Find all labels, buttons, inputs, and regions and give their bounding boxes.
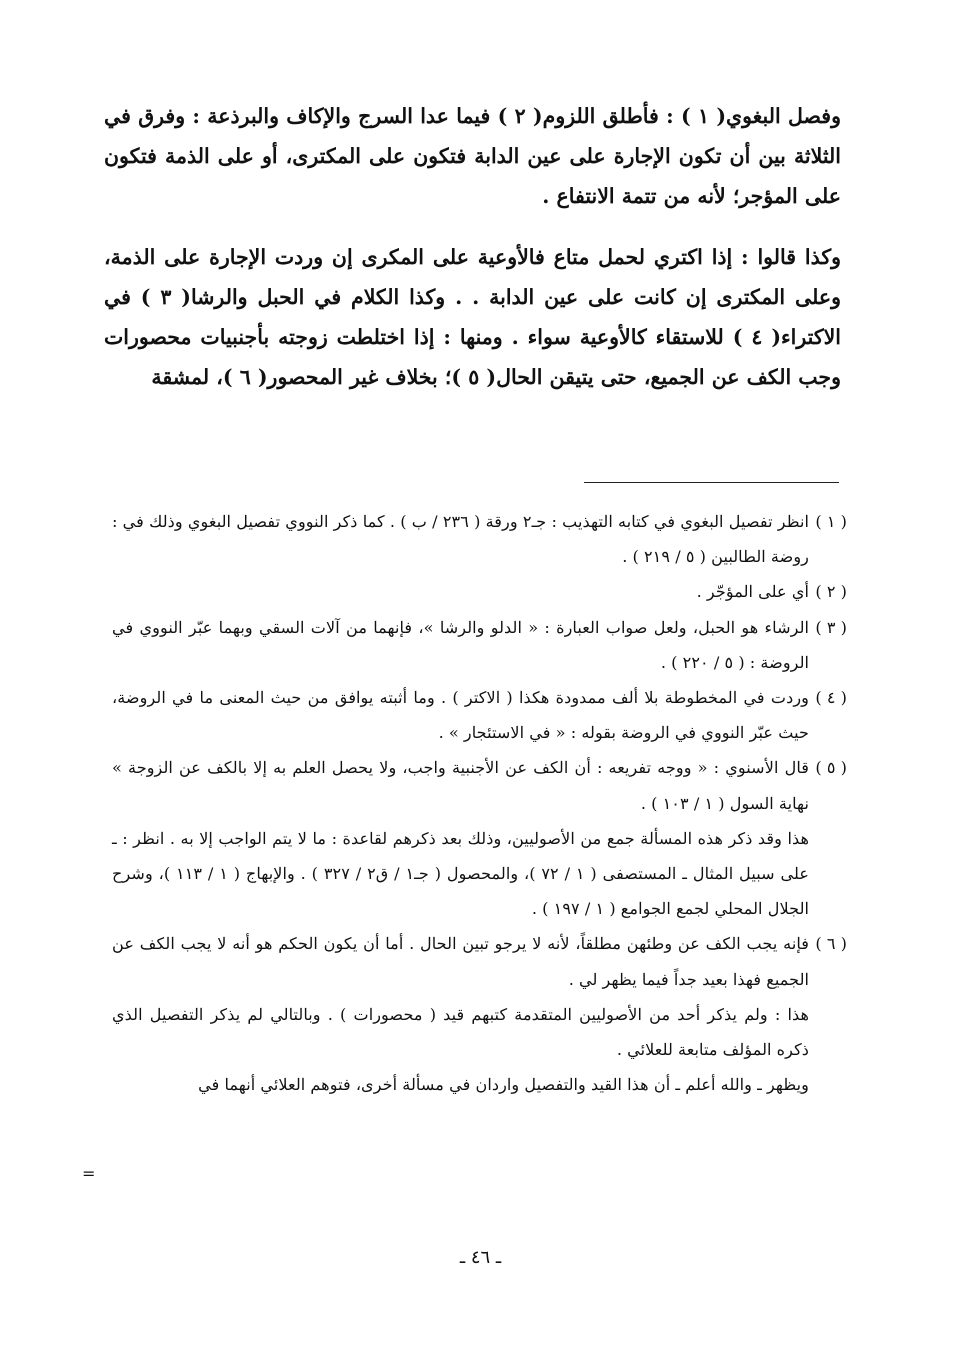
main-text (104, 96, 841, 397)
footnote-2 (112, 574, 847, 609)
footnote-5 (112, 750, 847, 926)
footnote-4 (112, 680, 847, 750)
footnote-number: ( ٣ ) (815, 617, 847, 637)
footnote-text: هذا : ولم يذكر أحد من الأصوليين المتقدمة كتبهم قيد ( محصورات ) . وبالتالي لم يذكر التفصيل الذي ذكره المؤلف متابعة للعلائي . (112, 1004, 809, 1060)
main-paragraph-1: وفصل البغوي( ١ ) : فأطلق اللزوم( ٢ ) فيما عدا السرج والإكاف والبرذعة : وفرق في الثلاثة بين أن تكون الإجارة على عين الدابة فتكون على المكترى، أو على الذمة فتكون على المؤجر؛ لأنه من تتمة الانتفاع . (104, 104, 841, 208)
footnote-text: فإنه يجب الكف عن وطئهن مطلقاً، لأنه لا يرجو تبين الحال . أما أن يكون الحكم هو أنه لا يجب الكف عن الجميع فهذا بعيد جداً فيما يظهر لي . (112, 934, 809, 989)
footnote-number: ( ٥ ) (815, 758, 847, 778)
footnote-text: الرشاء هو الحبل، ولعل صواب العبارة : « الدلو والرشا »، فإنهما من آلات السقي وبهما عبّر النووي في الروضة : ( ٥ / ٢٢٠ ) . (112, 617, 809, 672)
footnote-number: ( ٢ ) (815, 582, 847, 602)
footnote-number: ( ٤ ) (815, 688, 847, 708)
footnote-text: وردت في المخطوطة بلا ألف ممدودة هكذا ( الاكتر ) . وما أثبته يوافق من حيث المعنى ما في الروضة، حيث عبّر النووي في الروضة بقوله : « في الاستئجار » . (112, 688, 809, 743)
footnote-number: ( ٦ ) (815, 934, 847, 954)
footnote-text: هذا وقد ذكر هذه المسألة جمع من الأصوليين، وذلك بعد ذكرهم لقاعدة : ما لا يتم الواجب إلا به . انظر : ـ على سبيل المثال ـ المستصفى ( ١ / ٧٢ )، والمحصول ( جـ١ / ق٢ / ٣٢٧ ) . والإبهاج ( ١ / ١١٣ )، وشرح الجلال المحلي لجمع الجوامع ( ١ / ١٩٧ ) . (112, 828, 810, 919)
footnote-1 (112, 504, 847, 574)
main-paragraph-2: وكذا قالوا : إذا اكتري لحمل متاع فالأوعية على المكرى إن وردت الإجارة على الذمة، وعلى المكترى إن كانت على عين الدابة . . وكذا الكلام في الحبل والرشا( ٣ ) في الاكتراء( ٤ ) للاستقاء كالأوعية سواء . ومنها : إذا اختلطت زوجته بأجنبيات محصورات وجب الكف عن الجميع، حتى يتيقن الحال( ٥ )؛ بخلاف غير المحصور( ٦ )، لمشقة (104, 245, 841, 389)
footnote-3 (112, 610, 847, 680)
footnote-6 (112, 926, 847, 1102)
footnote-text: انظر تفصيل البغوي في كتابه التهذيب : جـ٢ ورقة ( ٢٣٦ / ب ) . كما ذكر النووي تفصيل البغوي وذلك في : روضة الطالبين ( ٥ / ٢١٩ ) . (112, 512, 809, 567)
footnote-text: ويظهر ـ والله أعلم ـ أن هذا القيد والتفصيل واردان في مسألة أخرى، فتوهم العلائي أنهما في (198, 1075, 809, 1095)
footnote-text: قال الأسنوي : « ووجه تفريعه : أن الكف عن الأجنبية واجب، ولا يحصل العلم به إلا بالكف عن الزوجة » نهاية السول ( ١ / ١٠٣ ) . (112, 758, 809, 813)
footnote-number: ( ١ ) (815, 512, 847, 531)
continuation-mark: = (82, 1164, 96, 1183)
footnotes (112, 504, 847, 1102)
footnote-text: أي على المؤجّر . (696, 582, 809, 602)
page-number: ـ ٤٦ ـ (459, 1247, 502, 1268)
footnote-divider (584, 482, 839, 483)
